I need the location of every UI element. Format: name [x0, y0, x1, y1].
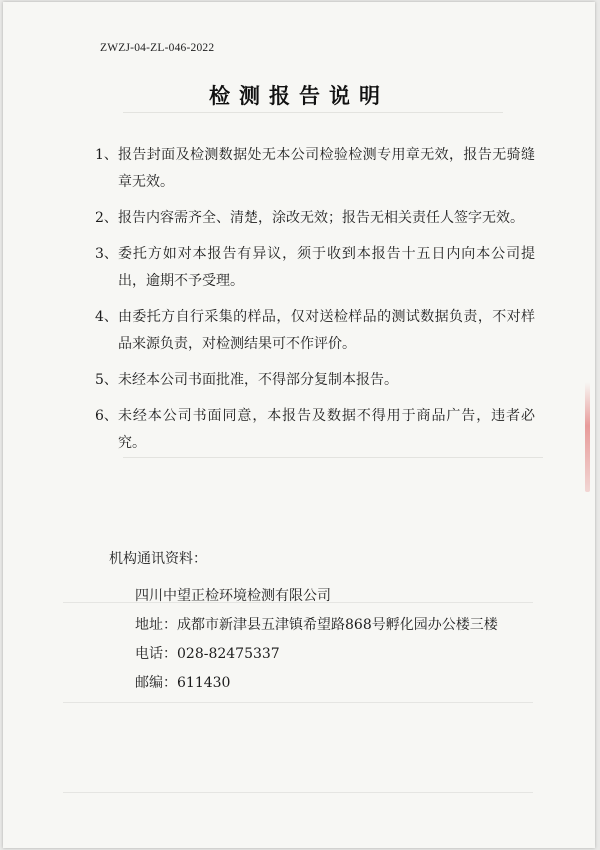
note-text: 报告内容需齐全、清楚，涂改无效；报告无相关责任人签字无效。	[118, 210, 524, 226]
contact-heading: 机构通讯资料：	[109, 551, 207, 567]
company-name: 四川中望正检环境检测有限公司	[135, 588, 331, 604]
note-number: 3、	[95, 246, 118, 262]
bleed-through-text	[63, 702, 533, 704]
note-number: 5、	[95, 372, 118, 388]
bleed-through-text	[123, 112, 503, 114]
list-item	[95, 304, 535, 358]
company-phone: 电话：028-82475337	[135, 646, 280, 662]
list-item	[95, 403, 535, 457]
document-code: ZWZJ-04-ZL-046-2022	[100, 42, 215, 54]
bleed-through-text	[63, 792, 533, 794]
list-item	[95, 241, 535, 295]
note-text: 委托方如对本报告有异议，须于收到本报告十五日内向本公司提出，逾期不予受理。	[118, 246, 535, 289]
company-address: 地址：成都市新津县五津镇希望路868号孵化园办公楼三楼	[135, 617, 498, 633]
note-text: 由委托方自行采集的样品，仅对送检样品的测试数据负责，不对样品来源负责，对检测结果可不作评价。	[118, 309, 535, 352]
page-title: 检测报告说明	[209, 84, 389, 108]
notes-list	[95, 142, 535, 466]
seam-seal-mark	[585, 382, 590, 492]
note-text: 未经本公司书面同意，本报告及数据不得用于商品广告，违者必究。	[118, 408, 535, 451]
note-text: 未经本公司书面批准，不得部分复制本报告。	[118, 372, 398, 388]
contact-block	[135, 582, 498, 698]
company-postcode: 邮编：611430	[135, 675, 231, 691]
document-page	[3, 2, 595, 848]
note-number: 2、	[95, 210, 118, 226]
note-number: 4、	[95, 309, 118, 325]
note-number: 6、	[95, 408, 118, 424]
note-number: 1、	[95, 147, 118, 163]
list-item	[95, 205, 535, 232]
note-text: 报告封面及检测数据处无本公司检验检测专用章无效，报告无骑缝章无效。	[118, 147, 535, 190]
list-item	[95, 367, 535, 394]
list-item	[95, 142, 535, 196]
